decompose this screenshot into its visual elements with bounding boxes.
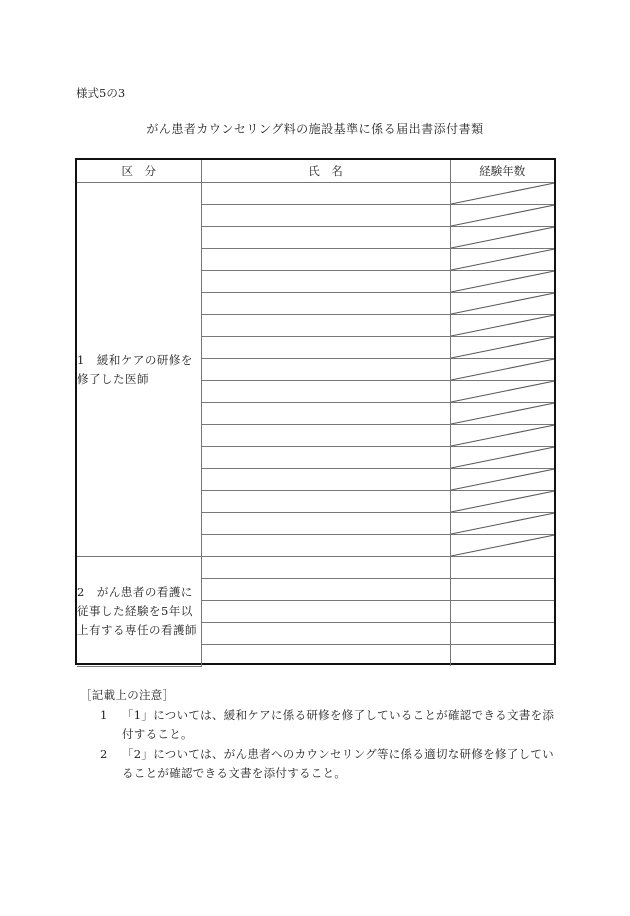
experience-years-cell — [450, 447, 554, 469]
strike-diagonal-icon — [451, 469, 555, 490]
experience-years-cell — [450, 227, 554, 249]
staff-grid — [77, 160, 554, 667]
name-cell[interactable] — [201, 425, 450, 447]
strike-diagonal-icon — [451, 315, 555, 336]
experience-years-cell[interactable] — [450, 645, 554, 667]
name-cell[interactable] — [201, 623, 450, 645]
form-number: 様式5の3 — [76, 86, 126, 100]
note-text: 「2」については、がん患者へのカウンセリング等に係る適切な研修を修了していることが確認できる文書を添付すること。 — [122, 746, 554, 780]
category-cell-1: 1 緩和ケアの研修を修了した医師 — [77, 183, 201, 557]
name-cell[interactable] — [201, 381, 450, 403]
table-row — [77, 183, 554, 205]
notes-heading: ［記載上の注意］ — [80, 688, 175, 702]
experience-years-cell — [450, 535, 554, 557]
strike-diagonal-icon — [451, 513, 555, 534]
experience-years-cell — [450, 315, 554, 337]
document-title: がん患者カウンセリング料の施設基準に係る届出書添付書類 — [146, 122, 484, 136]
strike-diagonal-icon — [451, 249, 555, 270]
strike-diagonal-icon — [451, 205, 555, 226]
strike-diagonal-icon — [451, 183, 555, 204]
header-experience-years: 経験年数 — [450, 160, 554, 183]
experience-years-cell — [450, 469, 554, 491]
note-item-1 — [100, 706, 560, 745]
name-cell[interactable] — [201, 645, 450, 667]
experience-years-cell — [450, 403, 554, 425]
note-number: 2 — [100, 746, 108, 761]
name-cell[interactable] — [201, 557, 450, 579]
name-cell[interactable] — [201, 579, 450, 601]
name-cell[interactable] — [201, 447, 450, 469]
experience-years-cell — [450, 381, 554, 403]
strike-diagonal-icon — [451, 337, 555, 358]
name-cell[interactable] — [201, 535, 450, 557]
experience-years-cell — [450, 183, 554, 205]
experience-years-cell — [450, 293, 554, 315]
strike-diagonal-icon — [451, 403, 555, 424]
table-row — [77, 557, 554, 579]
name-cell[interactable] — [201, 227, 450, 249]
strike-diagonal-icon — [451, 491, 555, 512]
experience-years-cell — [450, 425, 554, 447]
name-cell[interactable] — [201, 337, 450, 359]
strike-diagonal-icon — [451, 535, 555, 556]
experience-years-cell[interactable] — [450, 557, 554, 579]
name-cell[interactable] — [201, 359, 450, 381]
experience-years-cell — [450, 271, 554, 293]
notes-section — [80, 686, 560, 784]
name-cell[interactable] — [201, 205, 450, 227]
strike-diagonal-icon — [451, 293, 555, 314]
strike-diagonal-icon — [451, 227, 555, 248]
experience-years-cell — [450, 337, 554, 359]
staff-table — [75, 158, 556, 665]
strike-diagonal-icon — [451, 359, 555, 380]
strike-diagonal-icon — [451, 381, 555, 402]
header-category: 区 分 — [77, 160, 201, 183]
strike-diagonal-icon — [451, 271, 555, 292]
experience-years-cell[interactable] — [450, 623, 554, 645]
name-cell[interactable] — [201, 469, 450, 491]
name-cell[interactable] — [201, 271, 450, 293]
experience-years-cell[interactable] — [450, 579, 554, 601]
name-cell[interactable] — [201, 249, 450, 271]
experience-years-cell — [450, 359, 554, 381]
note-item-2 — [100, 745, 560, 784]
experience-years-cell — [450, 205, 554, 227]
name-cell[interactable] — [201, 513, 450, 535]
name-cell[interactable] — [201, 183, 450, 205]
note-number: 1 — [100, 707, 108, 722]
name-cell[interactable] — [201, 315, 450, 337]
experience-years-cell — [450, 249, 554, 271]
name-cell[interactable] — [201, 491, 450, 513]
name-cell[interactable] — [201, 403, 450, 425]
experience-years-cell[interactable] — [450, 601, 554, 623]
note-text: 「1」については、緩和ケアに係る研修を修了していることが確認できる文書を添付すること。 — [122, 707, 555, 741]
name-cell[interactable] — [201, 293, 450, 315]
category-cell-2: 2 がん患者の看護に従事した経験を5年以上有する専任の看護師 — [77, 557, 201, 667]
strike-diagonal-icon — [451, 447, 555, 468]
experience-years-cell — [450, 491, 554, 513]
name-cell[interactable] — [201, 601, 450, 623]
header-row — [77, 160, 554, 183]
strike-diagonal-icon — [451, 425, 555, 446]
header-name: 氏 名 — [201, 160, 450, 183]
experience-years-cell — [450, 513, 554, 535]
